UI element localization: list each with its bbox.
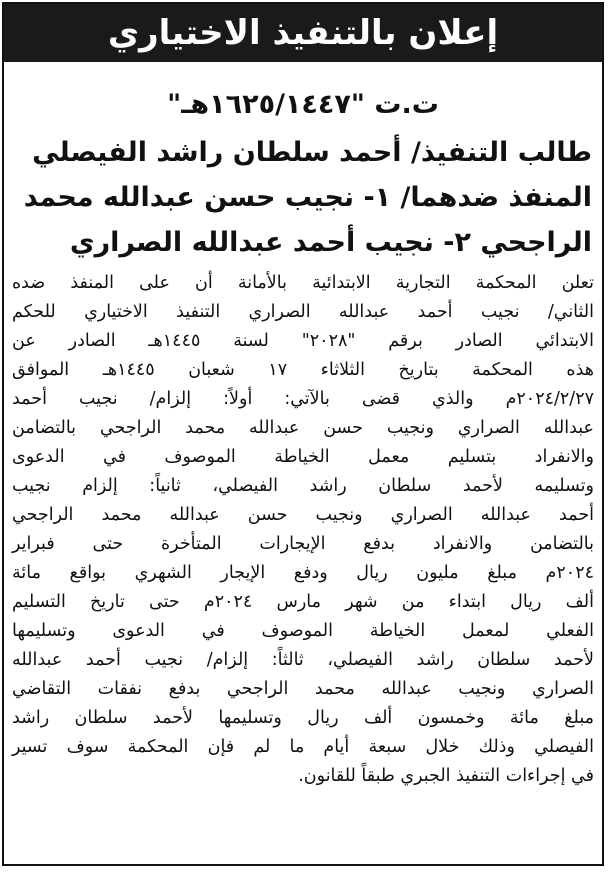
body-line: ٢٠٢٤/٢/٢٧م والذي قضى بالآتي: أولاً: إلزام/ نجيب أحمد	[12, 389, 594, 409]
body-line: والانفراد بتسليم معمل الخياطة الموصوف في الدعوى	[12, 447, 594, 467]
body-line: هذه المحكمة بتاريخ الثلاثاء ١٧ شعبان ١٤٤٥هـ الموافق	[12, 360, 595, 380]
body-line: بالتضامن والانفراد بدفع الإيجارات المتأخرة حتى فبراير	[12, 534, 594, 554]
parties-line: طالب التنفيذ/ أحمد سلطان راشد الفيصلي	[32, 137, 592, 168]
notice-title: إعلان بالتنفيذ الاختياري	[4, 4, 602, 62]
body-line: الثاني/ نجيب أحمد عبدالله الصراري التنفيذ الاختياري للحكم	[12, 302, 594, 322]
body-line: مبلغ مائة وخمسون ألف ريال وتسليمها لأحمد سلطان راشد	[12, 708, 594, 728]
body-line: الفعلي لمعمل الخياطة الموصوف في الدعوى وتسليمها	[12, 621, 594, 641]
parties-block	[14, 130, 592, 265]
body-line: ألف ريال ابتداء من شهر مارس ٢٠٢٤م حتى تاريخ التسليم	[12, 592, 594, 612]
body-line: تعلن المحكمة التجارية الابتدائية بالأمانة أن على المنفذ ضده	[12, 273, 594, 293]
parties-line: المنفذ ضدهما/ ١- نجيب حسن عبدالله محمد	[23, 182, 592, 213]
public-notice	[2, 2, 604, 866]
body-line: في إجراءات التنفيذ الجبري طبقاً للقانون.	[298, 766, 594, 786]
case-number: ت.ت "١٦٢٥/١٤٤٧هـ"	[167, 89, 439, 120]
body-line: ٢٠٢٤م مبلغ مليون ريال ودفع الإيجار الشهري بواقع مائة	[12, 563, 594, 583]
body-line: عبدالله الصراري ونجيب حسن عبدالله محمد الراجحي بالتضامن	[12, 418, 594, 438]
parties-line: الراجحي ٢- نجيب أحمد عبدالله الصراري	[69, 227, 592, 258]
body-line: الصراري ونجيب عبدالله محمد الراجحي بدفع نفقات التقاضي	[12, 679, 594, 699]
body-line: وتسليمه لأحمد سلطان راشد الفيصلي، ثانياً: إلزام نجيب	[12, 476, 594, 496]
body-line: الابتدائي الصادر برقم "٢٠٢٨" لسنة ١٤٤٥هـ الصادر عن	[12, 331, 594, 351]
body-line: أحمد عبدالله الصراري ونجيب حسن عبدالله محمد الراجحي	[12, 505, 594, 525]
body-line: الفيصلي وذلك خلال سبعة أيام ما لم فإن المحكمة سوف تسير	[12, 737, 594, 757]
notice-body	[12, 269, 594, 791]
body-line: لأحمد سلطان راشد الفيصلي، ثالثاً: إلزام/ نجيب أحمد عبدالله	[12, 650, 594, 670]
